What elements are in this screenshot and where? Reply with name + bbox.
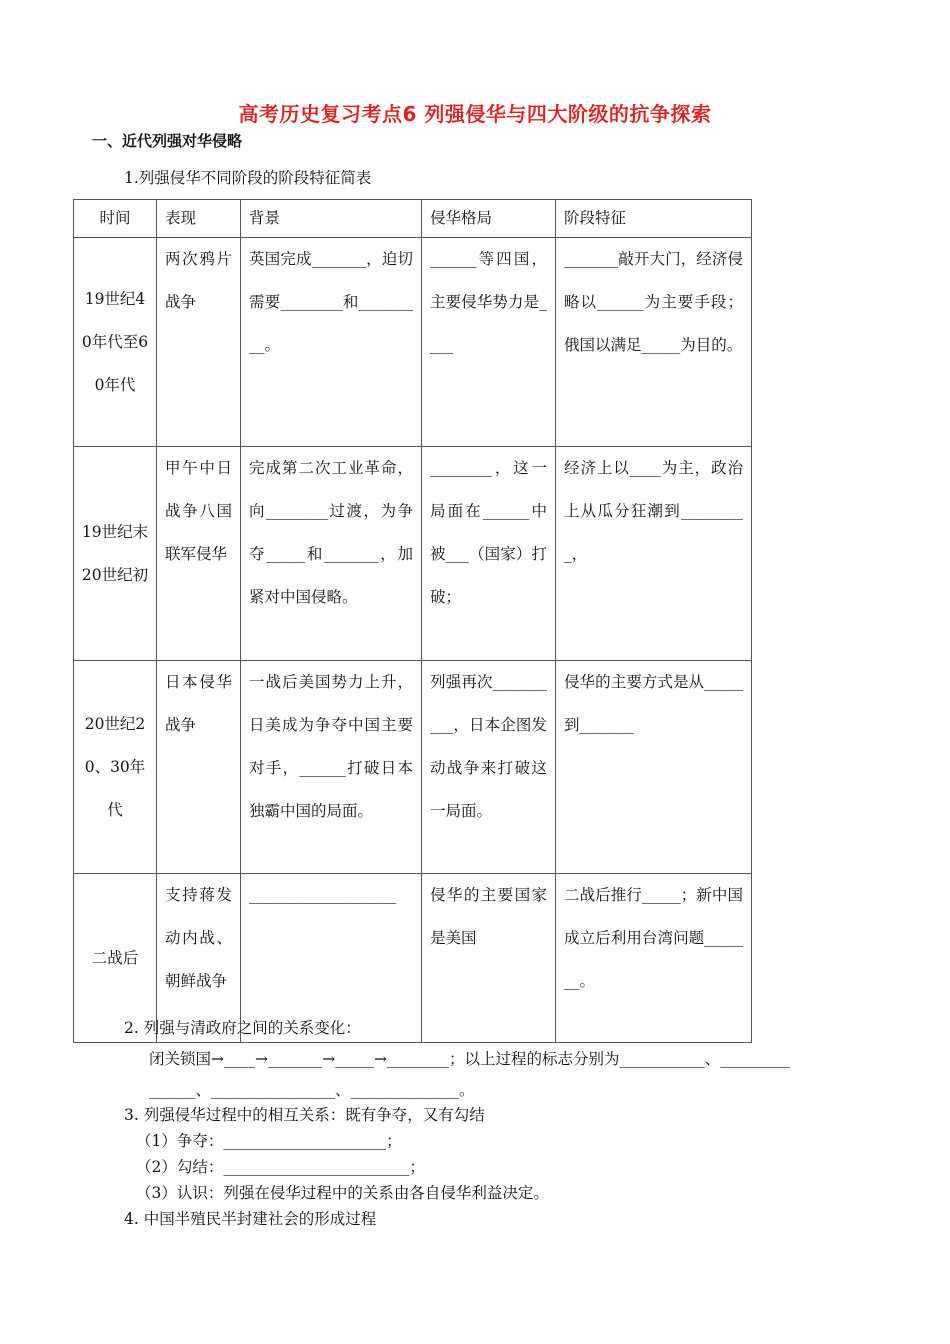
section-heading: 一、近代列强对华侵略 [92, 132, 243, 150]
cell-form: 日本侵华战争 [157, 661, 241, 874]
cell-form: 支持蒋发动内战、朝鲜战争 [157, 874, 241, 1043]
item2-line2: ______、________________、______________。 [149, 1081, 475, 1099]
item3-point1: （1）争夺：_____________________； [136, 1132, 402, 1150]
item2-heading: 2. 列强与清政府之间的关系变化： [124, 1019, 361, 1037]
cell-feature: _______敲开大门，经济侵略以______为主要手段；俄国以满足_____为目的。 [556, 238, 752, 447]
table-header-row [74, 200, 752, 238]
item3-point2: （2）勾结：________________________； [136, 1158, 425, 1176]
cell-background: 一战后美国势力上升，日美成为争夺中国主要对手，______打破日本独霸中国的局面。 [241, 661, 422, 874]
cell-pattern: ________，这一局面在______中被___（国家）打破； [422, 447, 556, 661]
cell-background: 英国完成_______，迫切需要________和_________。 [241, 238, 422, 447]
cell-background: 完成第二次工业革命，向________过渡，为争夺_____和_______，加紧对中国侵略。 [241, 447, 422, 661]
stage-table [73, 199, 752, 1043]
cell-time: 19世纪末20世纪初 [74, 447, 157, 661]
header-pattern: 侵华格局 [422, 200, 556, 238]
cell-pattern: 侵华的主要国家是美国 [422, 874, 556, 1043]
cell-form: 甲午中日战争八国联军侵华 [157, 447, 241, 661]
cell-pattern: 列强再次__________，日本企图发动战争来打破这一局面。 [422, 661, 556, 874]
header-feature: 阶段特征 [556, 200, 752, 238]
header-background: 背景 [241, 200, 422, 238]
cell-time: 二战后 [74, 874, 157, 1043]
item3-point3: （3）认识：列强在侵华过程中的关系由各自侵华利益决定。 [136, 1184, 549, 1202]
table-row [74, 238, 752, 447]
cell-feature: 侵华的主要方式是从_____到_______ [556, 661, 752, 874]
table-row [74, 661, 752, 874]
table-caption: 1.列强侵华不同阶段的阶段特征简表 [124, 169, 372, 187]
header-time: 时间 [74, 200, 157, 238]
item3-heading: 3. 列强侵华过程中的相互关系：既有争夺，又有勾结 [124, 1106, 485, 1124]
header-form: 表现 [157, 200, 241, 238]
cell-pattern: ______等四国，主要侵华势力是____ [422, 238, 556, 447]
item4-heading: 4. 中国半殖民半封建社会的形成过程 [124, 1210, 377, 1228]
item2-line1: 闭关锁国→____→_______→_____→________；以上过程的标志分别为___________、_________ [149, 1050, 790, 1068]
page-title: 高考历史复习考点6 列强侵华与四大阶级的抗争探索 [238, 102, 712, 126]
cell-time: 19世纪40年代至60年代 [74, 238, 157, 447]
cell-form: 两次鸦片战争 [157, 238, 241, 447]
table-row [74, 447, 752, 661]
cell-time: 20世纪20、30年代 [74, 661, 157, 874]
cell-feature: 经济上以____为主，政治上从瓜分狂潮到_________， [556, 447, 752, 661]
cell-feature: 二战后推行_____；新中国成立后利用台湾问题_______。 [556, 874, 752, 1043]
cell-background: ___________________ [241, 874, 422, 1043]
